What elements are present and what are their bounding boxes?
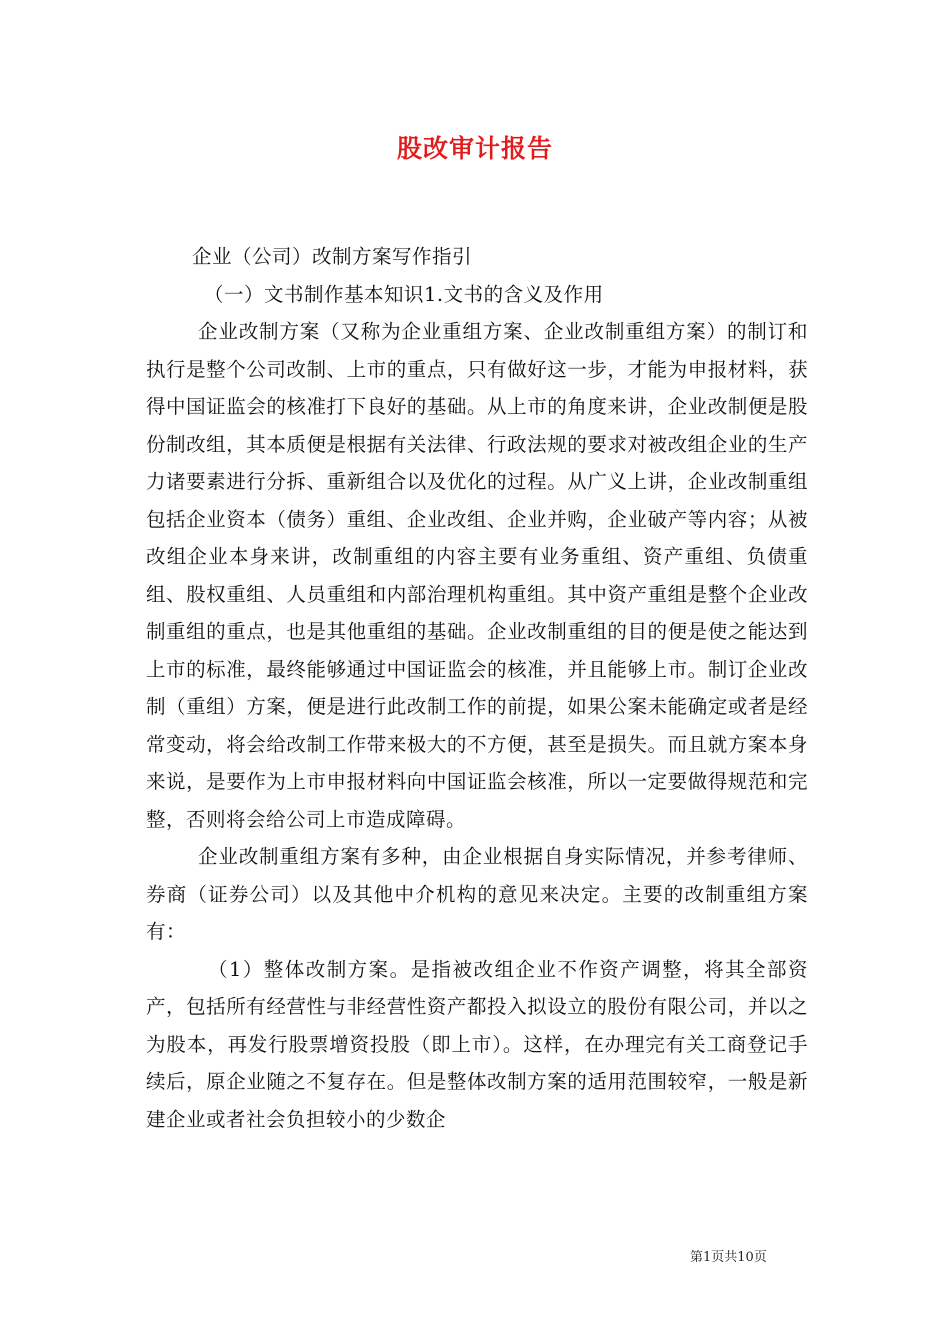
section-heading-2: （一）文书制作基本知识1.文书的含义及作用 (204, 282, 604, 306)
body-paragraph-1: 企业改制方案（又称为企业重组方案、企业改制重组方案）的制订和执行是整个公司改制、上市的重点，只有做好这一步，才能为申报材料，获得中国证监会的核准打下良好的基础。从上市的角度来讲，企业改制便是股份制改组，其本质便是根据有关法律、行政法规的要求对被改组企业的生产力诸要素进行分拆、重新组合以及优化的过程。从广义上讲，企业改制重组包括企业资本（债务）重组、企业改组、企业并购，企业破产等内容；从被改组企业本身来讲，改制重组的内容主要有业务重组、资产重组、负债重组、股权重组、人员重组和内部治理机构重组。其中资产重组是整个企业改制重组的重点，也是其他重组的基础。企业改制重组的目的便是使之能达到上市的标准，最终能够通过中国证监会的核准，并且能够上市。制订企业改制（重组）方案，便是进行此改制工作的前提，如果公案未能确定或者是经常变动，将会给改制工作带来极大的不方便，甚至是损失。而且就方案本身来说，是要作为上市申报材料向中国证监会核准，所以一定要做得规范和完整，否则将会给公司上市造成障碍。 (146, 320, 808, 831)
body-paragraph-3: （1）整体改制方案。是指被改组企业不作资产调整，将其全部资产，包括所有经营性与非经营性资产都投入拟设立的股份有限公司，并以之为股本，再发行股票增资投股（即上市）。这样，在办理完有关工商登记手续后，原企业随之不复存在。但是整体改制方案的适用范围较窄，一般是新建企业或者社会负担较小的少数企 (146, 957, 808, 1131)
page-number: 第1页共10页 (690, 1250, 767, 1265)
document-title: 股改审计报告 (396, 134, 553, 163)
section-heading-1: 企业（公司）改制方案写作指引 (192, 245, 473, 268)
body-paragraph-2: 企业改制重组方案有多种，由企业根据自身实际情况，并参考律师、券商（证券公司）以及其他中介机构的意见来决定。主要的改制重组方案有： (146, 845, 808, 943)
document-body (146, 238, 808, 1138)
